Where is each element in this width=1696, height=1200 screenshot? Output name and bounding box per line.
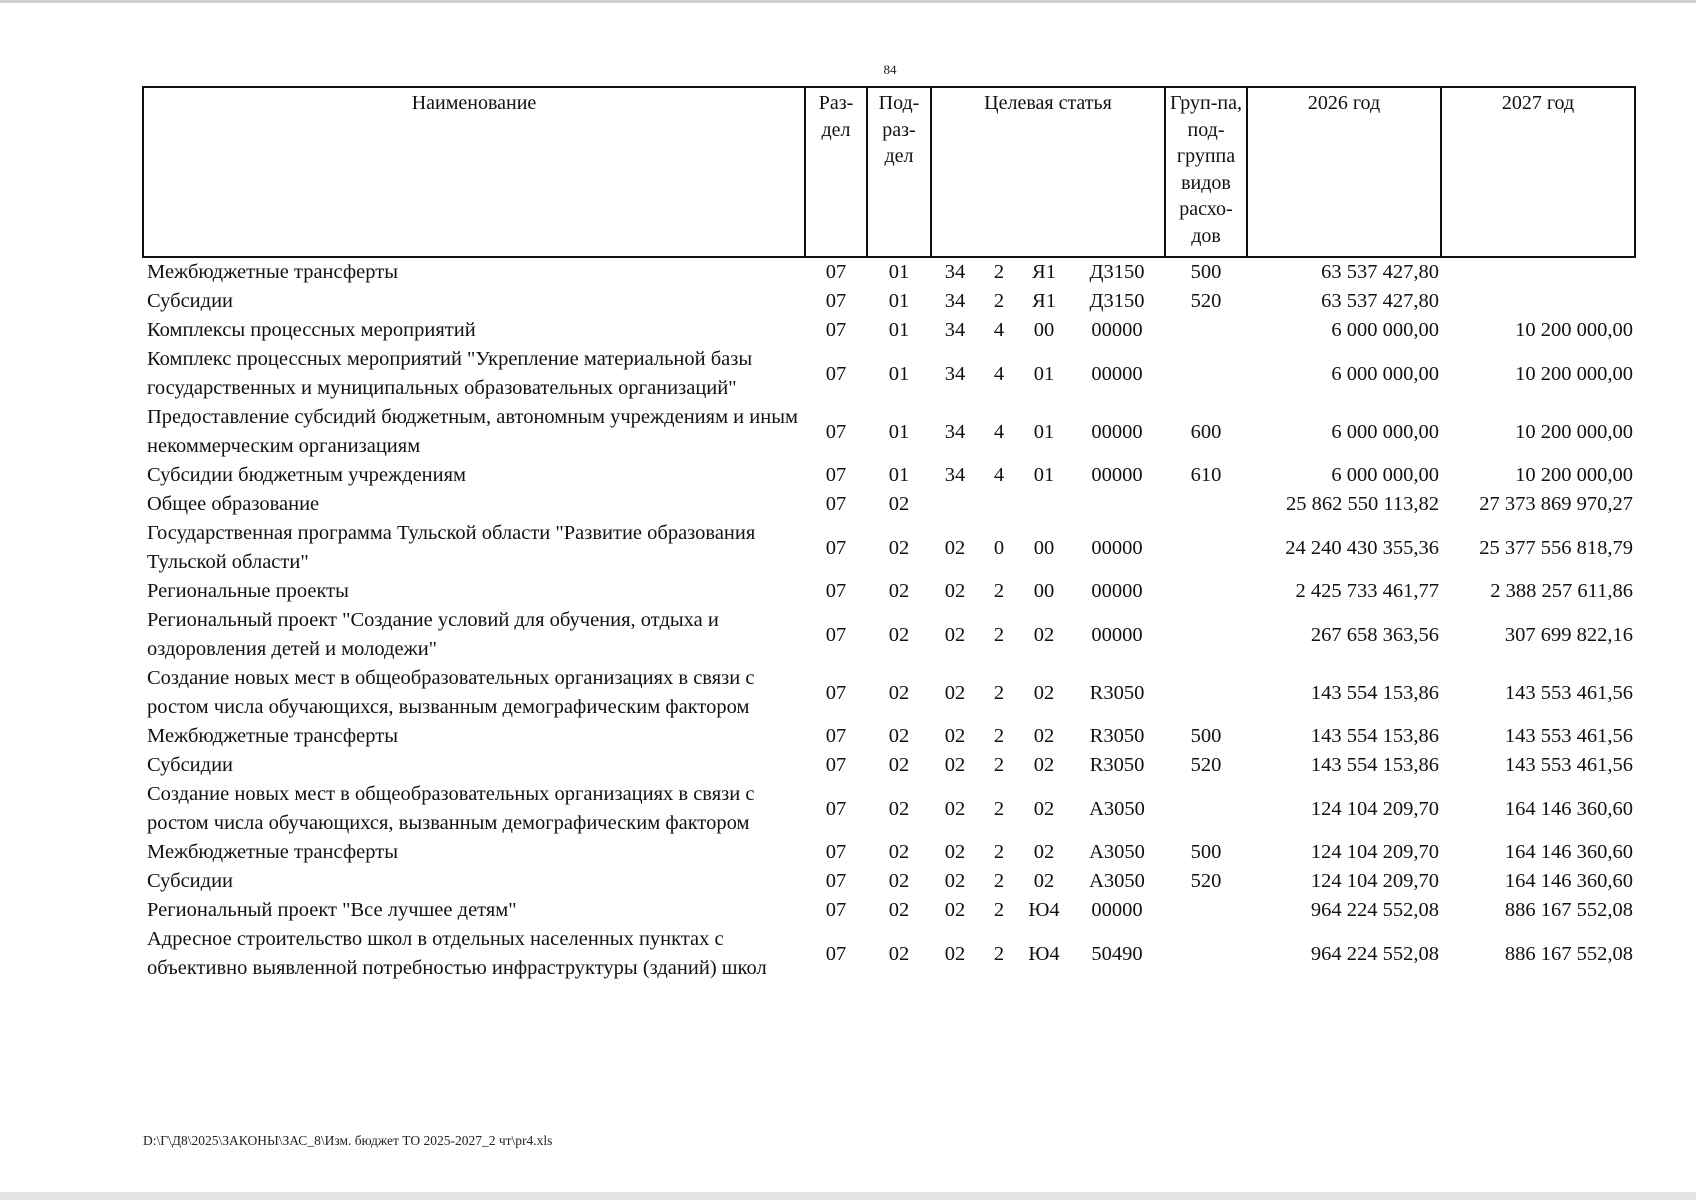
cell-section: 07 [825, 623, 847, 646]
header-target-article: Целевая статья [931, 87, 1165, 257]
cell-target-program: 02 [944, 681, 966, 704]
table-row [143, 461, 1635, 490]
cell-target-element: 02 [1033, 623, 1055, 646]
cell-section: 07 [825, 580, 847, 602]
cell-target-program: 02 [944, 841, 966, 863]
cell-target-type: 2 [993, 725, 1005, 747]
cell-amount-2027: 10 200 000,00 [1515, 362, 1633, 385]
cell-target-type: 2 [993, 870, 1005, 892]
cell-name: Комплексы процессных мероприятий [147, 319, 476, 341]
header-section: Раз-дел [805, 87, 867, 257]
cell-target-program: 34 [944, 464, 966, 486]
cell-name: Общее образование [147, 493, 320, 515]
cell-subsection: 02 [888, 725, 910, 747]
cell-target-type: 2 [993, 841, 1005, 863]
table-row [143, 519, 1635, 577]
cell-target-program: 02 [944, 623, 966, 646]
cell-amount-2027 [1441, 257, 1635, 287]
cell-target-element: Ю4 [1028, 899, 1060, 921]
cell-subsection: 01 [888, 319, 910, 341]
cell-amount-2026: 124 104 209,70 [1310, 797, 1439, 820]
budget-table [142, 86, 1636, 983]
cell-target-element: 02 [1033, 870, 1055, 892]
cell-target-element: 02 [1033, 797, 1055, 820]
cell-expense-group [1165, 925, 1247, 983]
cell-target-program [931, 490, 979, 519]
cell-name: Предоставление субсидий бюджетным, автономным учреждениям и иным некоммерческим организациям [147, 406, 798, 457]
cell-expense-group [1165, 606, 1247, 664]
cell-target-program: 02 [944, 536, 966, 559]
cell-amount-2026: 25 862 550 113,82 [1286, 493, 1439, 515]
table-row [143, 403, 1635, 461]
cell-amount-2027: 886 167 552,08 [1504, 899, 1633, 921]
cell-target-type: 2 [993, 261, 1005, 283]
cell-subsection: 02 [888, 797, 910, 820]
cell-amount-2026: 143 554 153,86 [1310, 754, 1439, 776]
cell-expense-group: 500 [1190, 841, 1222, 863]
table-row [143, 751, 1635, 780]
table-row [143, 287, 1635, 316]
cell-target-type: 4 [993, 420, 1005, 443]
cell-target-type: 0 [993, 536, 1005, 559]
cell-subsection: 02 [888, 493, 910, 515]
cell-expense-group [1165, 345, 1247, 403]
cell-expense-group [1165, 780, 1247, 838]
cell-target-element: Я1 [1032, 261, 1056, 283]
table-row [143, 606, 1635, 664]
cell-expense-group: 610 [1190, 464, 1222, 486]
cell-target-element [1019, 490, 1069, 519]
cell-section: 07 [825, 536, 847, 559]
cell-subsection: 02 [888, 841, 910, 863]
header-year-2026: 2026 год [1247, 87, 1441, 257]
cell-name: Создание новых мест в общеобразовательных организациях в связи с ростом числа обучающихся, вызванным демографическим фактором [147, 783, 755, 834]
cell-amount-2026: 124 104 209,70 [1310, 870, 1439, 892]
cell-target-type: 2 [993, 580, 1005, 602]
page-number: 84 [883, 62, 897, 77]
cell-target-program: 02 [944, 580, 966, 602]
cell-amount-2026: 63 537 427,80 [1321, 261, 1439, 283]
cell-name: Создание новых мест в общеобразовательных организациях в связи с ростом числа обучающихся, вызванным демографическим фактором [147, 667, 755, 718]
cell-amount-2027: 27 373 869 970,27 [1479, 493, 1633, 515]
cell-name: Региональные проекты [147, 580, 349, 602]
cell-amount-2027: 164 146 360,60 [1504, 841, 1633, 863]
cell-target-program: 02 [944, 754, 966, 776]
cell-target-program: 34 [944, 261, 966, 283]
cell-amount-2026: 143 554 153,86 [1310, 681, 1439, 704]
cell-amount-2026: 267 658 363,56 [1310, 623, 1439, 646]
cell-target-type: 2 [993, 899, 1005, 921]
cell-target-program: 34 [944, 420, 966, 443]
table-row [143, 925, 1635, 983]
cell-target-type: 4 [993, 319, 1005, 341]
table-row [143, 780, 1635, 838]
cell-section: 07 [825, 754, 847, 776]
table-row [143, 257, 1635, 287]
cell-target-direction: Д3150 [1089, 290, 1145, 312]
cell-amount-2027: 164 146 360,60 [1504, 870, 1633, 892]
cell-amount-2027: 143 553 461,56 [1504, 681, 1633, 704]
header-year-2027: 2027 год [1441, 87, 1635, 257]
cell-expense-group: 520 [1190, 870, 1222, 892]
cell-section: 07 [825, 870, 847, 892]
cell-target-direction [1069, 490, 1165, 519]
cell-subsection: 01 [888, 290, 910, 312]
cell-target-element: 01 [1033, 420, 1055, 443]
cell-target-direction: Д3150 [1089, 261, 1145, 283]
cell-expense-group [1165, 577, 1247, 606]
cell-name: Региональный проект "Все лучшее детям" [147, 899, 517, 921]
cell-target-direction: A3050 [1089, 797, 1145, 820]
cell-expense-group [1165, 896, 1247, 925]
cell-target-direction: 00000 [1091, 623, 1143, 646]
cell-amount-2026: 6 000 000,00 [1331, 319, 1439, 341]
cell-target-direction: 00000 [1091, 536, 1143, 559]
cell-target-direction: R3050 [1089, 754, 1145, 776]
cell-target-direction: 00000 [1091, 362, 1143, 385]
cell-target-type: 4 [993, 362, 1005, 385]
cell-target-element: 02 [1033, 681, 1055, 704]
cell-expense-group: 500 [1190, 261, 1222, 283]
cell-target-type: 2 [993, 623, 1005, 646]
cell-amount-2027: 164 146 360,60 [1504, 797, 1633, 820]
cell-target-element: 02 [1033, 725, 1055, 747]
cell-target-type: 2 [993, 681, 1005, 704]
cell-subsection: 02 [888, 580, 910, 602]
cell-amount-2026: 6 000 000,00 [1331, 420, 1439, 443]
cell-section: 07 [825, 725, 847, 747]
cell-amount-2026: 964 224 552,08 [1310, 942, 1439, 965]
cell-name: Субсидии бюджетным учреждениям [147, 464, 467, 486]
table-row [143, 345, 1635, 403]
cell-subsection: 02 [888, 754, 910, 776]
cell-target-element: Я1 [1032, 290, 1056, 312]
cell-subsection: 01 [888, 464, 910, 486]
cell-section: 07 [825, 797, 847, 820]
cell-subsection: 02 [888, 681, 910, 704]
cell-subsection: 02 [888, 942, 910, 965]
cell-target-direction: 50490 [1091, 942, 1143, 965]
cell-target-type: 4 [993, 464, 1005, 486]
cell-expense-group: 520 [1190, 754, 1222, 776]
cell-target-type: 2 [993, 290, 1005, 312]
table-row [143, 838, 1635, 867]
cell-amount-2027: 143 553 461,56 [1504, 754, 1633, 776]
cell-subsection: 02 [888, 536, 910, 559]
cell-target-element: 02 [1033, 841, 1055, 863]
cell-target-direction: R3050 [1089, 681, 1145, 704]
cell-amount-2026: 2 425 733 461,77 [1295, 580, 1439, 602]
cell-amount-2026: 143 554 153,86 [1310, 725, 1439, 747]
cell-subsection: 02 [888, 870, 910, 892]
cell-name: Межбюджетные трансферты [147, 841, 398, 863]
cell-target-program: 34 [944, 290, 966, 312]
cell-target-program: 34 [944, 362, 966, 385]
cell-target-direction: A3050 [1089, 841, 1145, 863]
cell-target-program: 02 [944, 899, 966, 921]
cell-target-direction: 00000 [1091, 319, 1143, 341]
cell-subsection: 01 [888, 261, 910, 283]
cell-name: Межбюджетные трансферты [147, 261, 398, 283]
table-row [143, 867, 1635, 896]
cell-section: 07 [825, 681, 847, 704]
cell-amount-2027: 143 553 461,56 [1504, 725, 1633, 747]
cell-section: 07 [825, 493, 847, 515]
cell-amount-2027: 25 377 556 818,79 [1479, 536, 1633, 559]
cell-section: 07 [825, 841, 847, 863]
cell-amount-2026: 24 240 430 355,36 [1285, 536, 1439, 559]
cell-target-direction: 00000 [1091, 420, 1143, 443]
table-row [143, 316, 1635, 345]
cell-amount-2026: 124 104 209,70 [1310, 841, 1439, 863]
cell-target-direction: 00000 [1091, 899, 1143, 921]
cell-target-program: 02 [944, 797, 966, 820]
cell-section: 07 [825, 319, 847, 341]
cell-expense-group: 600 [1190, 420, 1222, 443]
page-bottom-edge [0, 1192, 1696, 1200]
cell-amount-2027 [1441, 287, 1635, 316]
cell-amount-2027: 2 388 257 611,86 [1490, 580, 1633, 602]
cell-target-program: 34 [944, 319, 966, 341]
cell-target-direction: R3050 [1089, 725, 1145, 747]
header-name: Наименование [143, 87, 805, 257]
cell-section: 07 [825, 899, 847, 921]
cell-name: Субсидии [147, 754, 234, 776]
cell-subsection: 01 [888, 420, 910, 443]
cell-target-element: 01 [1033, 362, 1055, 385]
cell-expense-group: 500 [1190, 725, 1222, 747]
cell-subsection: 02 [888, 623, 910, 646]
cell-name: Комплекс процессных мероприятий "Укрепление материальной базы государственных и муниципальных образовательных организаций" [147, 348, 753, 399]
cell-expense-group [1165, 519, 1247, 577]
cell-section: 07 [825, 464, 847, 486]
cell-target-element: Ю4 [1028, 942, 1060, 965]
cell-target-element: 02 [1033, 754, 1055, 776]
cell-target-type: 2 [993, 942, 1005, 965]
cell-target-element: 00 [1033, 580, 1055, 602]
cell-name: Государственная программа Тульской области "Развитие образования Тульской области" [147, 522, 756, 573]
cell-expense-group: 520 [1190, 290, 1222, 312]
cell-target-direction: 00000 [1091, 464, 1143, 486]
cell-amount-2026: 6 000 000,00 [1331, 362, 1439, 385]
cell-amount-2027: 10 200 000,00 [1515, 420, 1633, 443]
table-row [143, 490, 1635, 519]
header-subsection: Под-раз-дел [867, 87, 931, 257]
cell-subsection: 01 [888, 362, 910, 385]
cell-amount-2026: 964 224 552,08 [1310, 899, 1439, 921]
cell-name: Региональный проект "Создание условий для обучения, отдыха и оздоровления детей и молодежи" [147, 609, 719, 660]
cell-expense-group [1165, 664, 1247, 722]
cell-amount-2027: 886 167 552,08 [1504, 942, 1633, 965]
cell-name: Межбюджетные трансферты [147, 725, 398, 747]
table-row [143, 664, 1635, 722]
cell-subsection: 02 [888, 899, 910, 921]
cell-target-direction: 00000 [1091, 580, 1143, 602]
cell-target-type: 2 [993, 754, 1005, 776]
cell-section: 07 [825, 942, 847, 965]
page-top-edge [0, 0, 1696, 3]
cell-section: 07 [825, 261, 847, 283]
table-row [143, 577, 1635, 606]
footer-file-path: D:\Г\Д8\2025\ЗАКОНЫ\ЗАС_8\Изм. бюджет ТО 2025-2027_2 чт\pr4.xls [143, 1133, 553, 1148]
table-header-row [143, 87, 1635, 257]
cell-expense-group [1165, 490, 1247, 519]
cell-amount-2027: 307 699 822,16 [1504, 623, 1633, 646]
cell-target-program: 02 [944, 725, 966, 747]
cell-target-direction: A3050 [1089, 870, 1145, 892]
cell-target-type [979, 490, 1019, 519]
cell-target-program: 02 [944, 870, 966, 892]
cell-section: 07 [825, 362, 847, 385]
cell-amount-2027: 10 200 000,00 [1515, 464, 1633, 486]
table-row [143, 896, 1635, 925]
cell-name: Субсидии [147, 870, 234, 892]
cell-section: 07 [825, 290, 847, 312]
cell-section: 07 [825, 420, 847, 443]
cell-target-program: 02 [944, 942, 966, 965]
cell-target-element: 00 [1033, 536, 1055, 559]
table-row [143, 722, 1635, 751]
cell-amount-2027: 10 200 000,00 [1515, 319, 1633, 341]
cell-amount-2026: 6 000 000,00 [1331, 464, 1439, 486]
table-body [143, 257, 1635, 983]
cell-target-element: 01 [1033, 464, 1055, 486]
cell-amount-2026: 63 537 427,80 [1321, 290, 1439, 312]
cell-target-element: 00 [1033, 319, 1055, 341]
cell-name: Адресное строительство школ в отдельных населенных пунктах с объективно выявленной потребностью инфраструктуры (зданий) школ [147, 928, 767, 979]
cell-name: Субсидии [147, 290, 234, 312]
header-expense-group: Груп-па, под-группа видов расхо-дов [1165, 87, 1247, 257]
cell-expense-group [1165, 316, 1247, 345]
cell-target-type: 2 [993, 797, 1005, 820]
